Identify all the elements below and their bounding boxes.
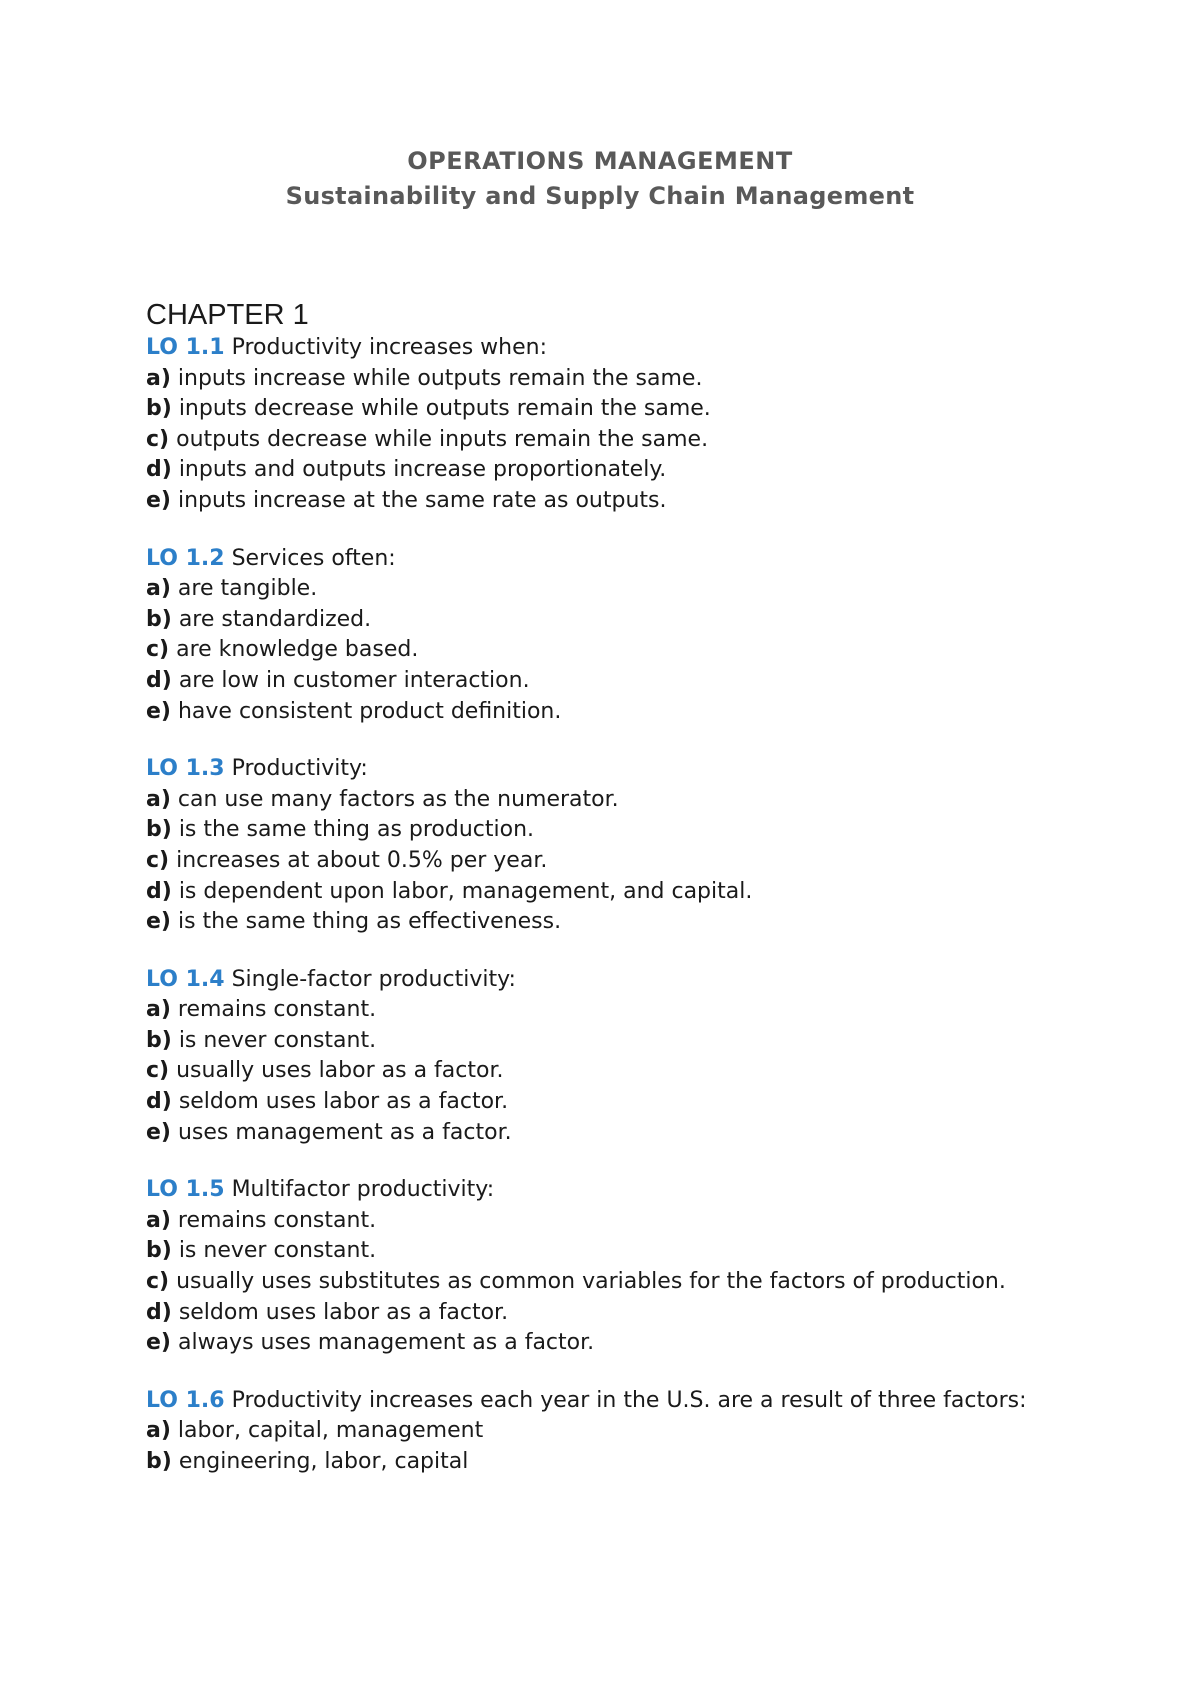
question-text: Multifactor productivity: xyxy=(231,1177,495,1203)
option-text: is never constant. xyxy=(178,1238,377,1264)
answer-option xyxy=(146,666,1046,697)
answer-option xyxy=(146,1328,1046,1359)
option-text: usually uses substitutes as common variables for the factors of production. xyxy=(176,1269,1006,1295)
option-text: are standardized. xyxy=(178,606,372,632)
option-letter: b) xyxy=(146,1449,172,1474)
option-letter: a) xyxy=(146,786,171,812)
option-text: inputs increase while outputs remain the same. xyxy=(177,365,703,391)
answer-option xyxy=(146,1298,1046,1329)
answer-option xyxy=(146,425,1046,456)
option-letter: d) xyxy=(146,1299,172,1325)
answer-option xyxy=(146,1056,1046,1087)
answer-option xyxy=(146,455,1046,486)
lo-label: LO 1.4 xyxy=(146,966,225,992)
question-block xyxy=(146,754,1046,938)
question-block xyxy=(146,1386,1046,1478)
option-text: inputs and outputs increase proportionately. xyxy=(178,457,667,483)
option-letter: a) xyxy=(146,576,171,602)
question-text: Productivity increases when: xyxy=(231,335,548,360)
option-letter: e) xyxy=(146,1330,171,1356)
option-text: are knowledge based. xyxy=(176,637,419,663)
answer-option xyxy=(146,1267,1046,1298)
option-letter: a) xyxy=(146,1207,171,1233)
answer-option xyxy=(146,574,1046,605)
option-text: always uses management as a factor. xyxy=(177,1330,595,1356)
option-letter: e) xyxy=(146,909,171,935)
option-letter: b) xyxy=(146,1027,172,1053)
option-text: inputs increase at the same rate as outputs. xyxy=(177,487,667,513)
option-text: usually uses labor as a factor. xyxy=(176,1058,504,1084)
option-letter: c) xyxy=(146,637,170,663)
option-text: labor, capital, management xyxy=(177,1418,484,1444)
question-block xyxy=(146,1175,1046,1359)
question-stem xyxy=(146,754,1046,785)
answer-option xyxy=(146,815,1046,846)
option-letter: c) xyxy=(146,1058,170,1084)
option-letter: e) xyxy=(146,1119,171,1145)
option-text: engineering, labor, capital xyxy=(178,1449,469,1474)
option-text: seldom uses labor as a factor. xyxy=(178,1299,509,1325)
answer-option xyxy=(146,605,1046,636)
question-stem xyxy=(146,333,1046,364)
answer-option xyxy=(146,486,1046,517)
answer-option xyxy=(146,1236,1046,1267)
option-text: are low in customer interaction. xyxy=(178,667,530,693)
answer-option xyxy=(146,635,1046,666)
answer-option xyxy=(146,1087,1046,1118)
answer-option xyxy=(146,846,1046,877)
question-text: Productivity increases each year in the U.S. are a result of three factors: xyxy=(231,1387,1027,1413)
document-subtitle: Sustainability and Supply Chain Management xyxy=(285,182,915,210)
option-letter: b) xyxy=(146,606,172,632)
question-block xyxy=(146,965,1046,1149)
lo-label: LO 1.1 xyxy=(146,335,225,360)
question-stem xyxy=(146,544,1046,575)
answer-option xyxy=(146,907,1046,938)
chapter-heading: CHAPTER 1 xyxy=(146,299,309,331)
answer-option xyxy=(146,1416,1046,1447)
answer-option xyxy=(146,697,1046,728)
option-letter: b) xyxy=(146,817,172,843)
document-body xyxy=(146,297,1046,1505)
answer-option xyxy=(146,1206,1046,1237)
question-block xyxy=(146,544,1046,728)
option-letter: b) xyxy=(146,396,172,422)
option-text: is the same thing as effectiveness. xyxy=(177,909,562,935)
option-letter: a) xyxy=(146,997,171,1023)
option-text: uses management as a factor. xyxy=(177,1119,512,1145)
option-letter: e) xyxy=(146,698,171,724)
option-text: seldom uses labor as a factor. xyxy=(178,1089,509,1115)
answer-option xyxy=(146,394,1046,425)
answer-option xyxy=(146,995,1046,1026)
option-text: inputs decrease while outputs remain the same. xyxy=(178,396,711,422)
option-text: increases at about 0.5% per year. xyxy=(176,847,548,873)
answer-option xyxy=(146,785,1046,816)
answer-option xyxy=(146,1026,1046,1057)
option-text: is never constant. xyxy=(178,1027,377,1053)
option-text: are tangible. xyxy=(177,576,318,602)
option-letter: d) xyxy=(146,667,172,693)
document-header xyxy=(0,145,1200,213)
option-text: is the same thing as production. xyxy=(178,817,535,843)
option-letter: d) xyxy=(146,1089,172,1115)
option-letter: c) xyxy=(146,847,170,873)
option-text: outputs decrease while inputs remain the same. xyxy=(176,426,709,452)
question-stem xyxy=(146,965,1046,996)
option-letter: e) xyxy=(146,487,171,513)
question-text: Productivity: xyxy=(231,756,368,782)
question-text: Single-factor productivity: xyxy=(231,966,516,992)
lo-label: LO 1.3 xyxy=(146,756,225,782)
question-text: Services often: xyxy=(231,545,396,571)
option-letter: c) xyxy=(146,426,170,452)
option-text: have consistent product definition. xyxy=(177,698,562,724)
question-stem xyxy=(146,1175,1046,1206)
answer-option xyxy=(146,877,1046,908)
question-block xyxy=(146,333,1046,517)
option-text: can use many factors as the numerator. xyxy=(177,786,619,812)
document-title: OPERATIONS MANAGEMENT xyxy=(407,147,793,175)
option-letter: a) xyxy=(146,1418,171,1444)
option-letter: d) xyxy=(146,457,172,483)
lo-label: LO 1.6 xyxy=(146,1387,225,1413)
answer-option xyxy=(146,364,1046,395)
option-text: remains constant. xyxy=(177,997,377,1023)
answer-option xyxy=(146,1447,1046,1478)
option-text: remains constant. xyxy=(177,1207,377,1233)
option-letter: d) xyxy=(146,878,172,904)
answer-option xyxy=(146,1118,1046,1149)
option-text: is dependent upon labor, management, and capital. xyxy=(178,878,753,904)
lo-label: LO 1.5 xyxy=(146,1177,225,1203)
option-letter: c) xyxy=(146,1269,170,1295)
option-letter: b) xyxy=(146,1238,172,1264)
option-letter: a) xyxy=(146,365,171,391)
lo-label: LO 1.2 xyxy=(146,545,225,571)
question-stem xyxy=(146,1386,1046,1417)
